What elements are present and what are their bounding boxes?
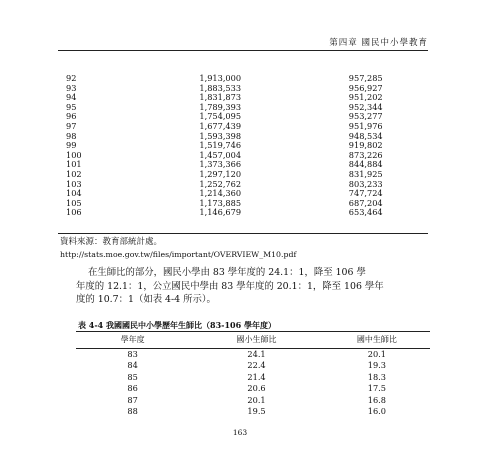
table-cell: 1,519,746 — [199, 140, 242, 151]
table-header-row — [76, 332, 430, 349]
table-cell: 1,252,762 — [199, 178, 242, 189]
table-cell: 20.1 — [367, 349, 386, 359]
table-cell: 951,202 — [348, 92, 383, 103]
table-cell: 22.4 — [247, 360, 266, 371]
table-bottom-rule — [58, 233, 428, 234]
table-cell: 92 — [66, 73, 77, 83]
source-url: http://stats.moe.gov.tw/files/important/OVERVIEW_M10.pdf — [60, 250, 297, 259]
body-paragraph — [76, 266, 436, 307]
source-note: 資料來源：教育部統計處。 — [60, 237, 163, 247]
table-cell: 16.8 — [367, 394, 386, 405]
table-cell: 19.5 — [247, 406, 266, 417]
table-row — [76, 349, 430, 361]
table-cell: 21.4 — [247, 371, 266, 382]
table-cell: 1,214,360 — [199, 188, 242, 199]
page-number: 163 — [232, 428, 248, 437]
student-teacher-ratio-table — [76, 331, 430, 417]
table-cell: 1,457,004 — [199, 149, 242, 160]
running-head: 第四章 國民中小學教育 — [329, 38, 428, 48]
table-row — [76, 383, 430, 394]
table-cell: 653,464 — [348, 207, 383, 218]
table-cell: 105 — [66, 197, 82, 208]
header-rule — [58, 50, 428, 51]
table-cell: 20.1 — [247, 394, 266, 405]
enrollment-table — [58, 74, 428, 218]
table-cell: 19.3 — [367, 360, 386, 371]
table-cell: 957,285 — [348, 73, 383, 83]
table-cell: 844,884 — [348, 159, 383, 170]
table-cell: 1,146,679 — [199, 207, 242, 218]
table-cell: 953,277 — [348, 111, 383, 122]
table-cell: 919,802 — [348, 140, 383, 151]
table-row — [76, 360, 430, 371]
paragraph-line: 度的 10.7：1（如表 4-4 所示）。 — [76, 294, 216, 305]
table-caption: 表 4-4 我國國民中小學歷年生師比（83-106 學年度） — [78, 320, 276, 330]
table-cell: 1,373,366 — [199, 159, 242, 170]
table-cell: 103 — [66, 178, 82, 189]
table-cell: 101 — [66, 159, 82, 170]
column-header-junior-high: 國中生師比 — [324, 332, 430, 349]
table-row — [76, 395, 430, 406]
table-cell: 873,226 — [348, 149, 383, 160]
table-cell: 20.6 — [247, 383, 266, 394]
table-cell: 952,344 — [348, 101, 383, 112]
column-header-year: 學年度 — [76, 332, 189, 349]
table-cell: 93 — [66, 82, 77, 93]
table-cell: 1,913,000 — [199, 73, 242, 83]
paragraph-line: 在生師比的部分，國民小學由 83 學年度的 24.1：1，降至 106 學 — [88, 267, 366, 278]
table-cell: 18.3 — [367, 371, 386, 382]
table-cell: 99 — [66, 140, 77, 151]
table-cell: 95 — [66, 101, 77, 112]
table-cell: 956,927 — [348, 82, 383, 93]
table-cell: 104 — [66, 188, 82, 199]
table-row — [76, 372, 430, 383]
table-cell: 85 — [127, 371, 138, 382]
table-cell: 1,789,393 — [199, 101, 242, 112]
table-cell: 948,534 — [348, 130, 383, 141]
table-cell: 1,593,398 — [199, 130, 242, 141]
table-cell: 96 — [66, 111, 77, 122]
table-cell: 747,724 — [348, 188, 383, 199]
table-cell: 687,204 — [348, 197, 383, 208]
table-cell: 106 — [66, 207, 82, 218]
table-row — [76, 406, 430, 417]
table-cell: 24.1 — [247, 349, 266, 359]
table-cell: 83 — [127, 349, 138, 359]
table-cell: 94 — [66, 92, 77, 103]
table-cell: 803,233 — [348, 178, 383, 189]
paragraph-line: 年度的 12.1：1，公立國民中學由 83 學年度的 20.1：1，降至 106 學年 — [76, 280, 384, 292]
table-cell: 98 — [66, 130, 77, 141]
table-cell: 951,976 — [348, 120, 383, 131]
table-cell: 1,831,873 — [199, 92, 242, 103]
table-row — [58, 208, 428, 218]
table-cell: 1,677,439 — [199, 120, 242, 131]
table-cell: 1,173,885 — [199, 197, 242, 208]
table-cell: 1,883,533 — [199, 82, 242, 93]
table-cell: 1,297,120 — [199, 168, 242, 179]
table-cell: 100 — [66, 149, 82, 160]
table-cell: 17.5 — [367, 383, 386, 394]
table-cell: 97 — [66, 120, 77, 131]
table-cell: 102 — [66, 168, 82, 179]
table-cell: 831,925 — [348, 168, 383, 179]
table-cell: 86 — [127, 383, 138, 394]
table-cell: 87 — [127, 394, 138, 405]
column-header-primary: 國小生師比 — [189, 332, 324, 349]
table-cell: 16.0 — [367, 406, 386, 417]
table-cell: 1,754,095 — [199, 111, 242, 122]
table-cell: 84 — [127, 360, 138, 371]
table-cell: 88 — [127, 406, 138, 417]
